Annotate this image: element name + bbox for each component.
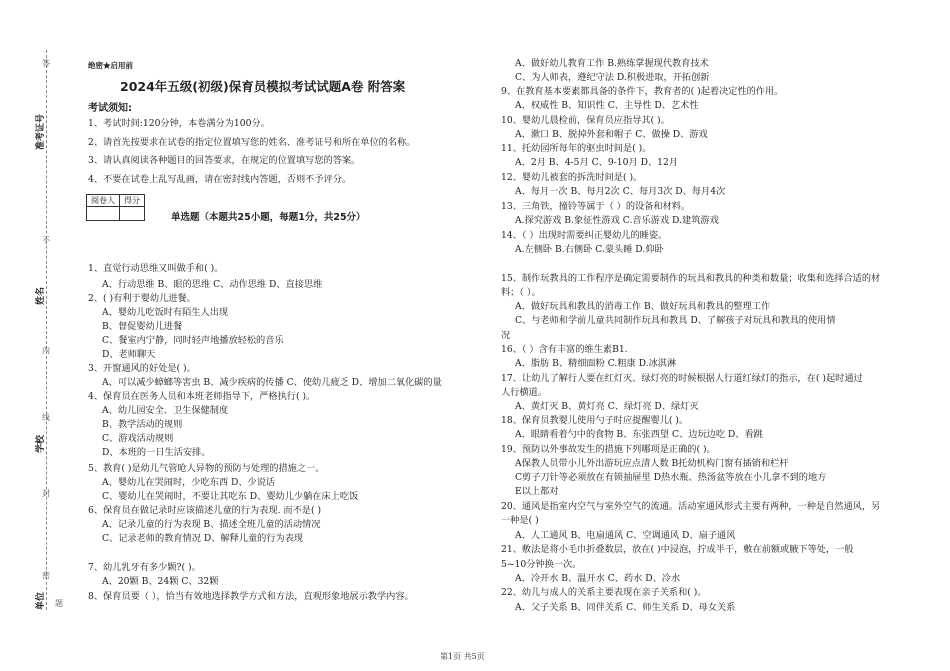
question-line: 5、教育( )是幼儿气管呛人异物的预防与处理的措施之一。 — [88, 463, 325, 474]
name-label: 姓名 — [36, 286, 46, 305]
question-line: A、做好幼儿教育工作 B.熟练掌握现代教育技术 — [515, 58, 709, 69]
school-label: 学校 — [36, 434, 46, 453]
question-line: A、行动思维 B、眼的思维 C、动作思维 D、直接思维 — [102, 279, 323, 290]
question-line: A、2月 B、4-5月 C、9-10月 D、12月 — [515, 157, 679, 168]
question-line: A、脂肪 B、精细面粉 C.粗康 D.冰淇淋 — [515, 358, 677, 369]
question-line: A.探究游戏 B.象征性游戏 C.音乐游戏 D.建筑游戏 — [515, 215, 719, 226]
seal-mark: 密 — [42, 571, 50, 580]
question-line: 14、（ ）出现时需要纠正婴幼儿的睡姿。 — [501, 230, 668, 241]
seal-mark: 封 — [42, 489, 50, 498]
unit-label: 单位 — [36, 591, 46, 610]
question-line: 18、保育员教婴儿使用勺子时应提醒婴儿( )。 — [501, 415, 689, 426]
note-item: 2、请首先按要求在试卷的指定位置填写您的姓名、准考证号和所在单位的名称。 — [88, 137, 416, 148]
question-line: A、20颗 B、24颗 C、32颗 — [102, 576, 219, 587]
question-line: 19、预防以外事故发生的措施下列哪项是正确的( )。 — [501, 444, 716, 455]
question-line: 1、直觉行动思维又叫做手和( )。 — [88, 263, 224, 274]
question-line: C、餐室内宁静，同时轻声地播放轻松的音乐 — [102, 335, 284, 346]
question-line: C剪子刀针等必须放在有锁抽屉里 D热水瓶、热汤盆等放在小儿拿不到的地方 — [515, 472, 827, 483]
score-header: 得分 — [120, 195, 145, 207]
question-line: A、人工通风 B、电扇通风 C、空调通风 D、扇子通风 — [515, 530, 736, 541]
section-heading: 单选题（本题共25小题，每题1分，共25分） — [171, 212, 366, 223]
question-line: A、幼儿园安全、卫生保健制度 — [102, 405, 229, 416]
question-line: 11、托幼园所每年的驱虫时间是( )。 — [501, 143, 652, 154]
seal-mark: 不 — [42, 236, 50, 245]
question-line: E以上都对 — [515, 486, 559, 497]
page-title: 2024年五级(初级)保育员模拟考试试题A卷 附答案 — [120, 79, 406, 94]
note-item: 4、不要在试卷上乱写乱画，请在密封线内答题，否则不予评分。 — [88, 174, 352, 185]
question-line: 况 — [501, 330, 511, 341]
question-line: A、父子关系 B、同伴关系 C、师生关系 D、母女关系 — [515, 602, 736, 613]
question-line: A、黄灯灭 B、黄灯亮 C、绿灯亮 D、绿灯灭 — [515, 401, 699, 412]
question-line: 17、让幼儿了解行人要在红灯灭、绿灯亮的时候根据人行道红绿灯的指示，在( )起时通过 — [501, 373, 863, 384]
question-line: A、婴幼儿吃饭时有陌生人出现 — [102, 307, 229, 318]
question-line: A.左侧卧 B.右侧卧 C.蒙头睡 D.仰卧 — [515, 244, 664, 255]
question-line: A、可以减少蟑螂等害虫 B、减少疾病的传播 C、使幼儿疲乏 D、增加二氧化碳的量 — [102, 377, 442, 388]
question-line: 10、婴幼儿晨检前，保育员应指导其( )。 — [501, 115, 670, 126]
reviewer-cell — [87, 207, 120, 221]
seal-mark: 内 — [42, 346, 50, 355]
seal-line — [46, 50, 47, 610]
exam-number-label: 准考证号 — [36, 113, 46, 150]
question-line: 15、制作玩教具的工作程序是确定需要制作的玩具和教具的种类和数量；收集和选择合适的材 — [501, 273, 881, 284]
seal-mark: 线 — [42, 413, 50, 422]
question-line: 9、在教育基本要素都具备的条件下，教育者的( )起着决定性的作用。 — [501, 86, 784, 97]
reviewer-header: 阅卷人 — [87, 195, 120, 207]
question-line: 21、敷法是将小毛巾折叠数层，放在( )中浸泡，拧成半干，敷在前额或腋下等处，一般 — [501, 544, 854, 555]
question-line: A、冷开水 B、温开水 C、药水 D、冷水 — [515, 573, 681, 584]
question-line: B、督促婴幼儿进餐 — [102, 321, 183, 332]
question-line: B、教学活动的规则 — [102, 419, 183, 430]
question-line: A、每月一次 B、每月2次 C、每月3次 D、每月4次 — [515, 186, 726, 197]
question-line: 料；（ ）。 — [501, 287, 541, 298]
question-line: 7、幼儿乳牙有多少颗?( )。 — [88, 562, 201, 573]
question-line: 16、（ ）含有丰富的维生素B1. — [501, 344, 628, 355]
secret-mark: 绝密★启用前 — [88, 61, 133, 70]
question-line: C、为人师表，遵纪守法 D.积极进取，开拓创新 — [515, 72, 710, 83]
question-line: A、记录儿童的行为表现 B、描述全班儿童的活动情况 — [102, 519, 321, 530]
question-line: 6、保育员在做记录时应该描述儿童的行为表现. 而不是( ) — [88, 505, 322, 516]
question-line: 人行横道。 — [501, 387, 547, 398]
note-item: 1、考试时间:120分钟，本卷满分为100分。 — [88, 118, 270, 129]
question-line: A、眼睛看着勺中的食物 B、东张西望 C、边玩边吃 D、看跳 — [515, 429, 763, 440]
note-item: 3、请认真阅读各种题目的回答要求，在规定的位置填写您的答案。 — [88, 155, 361, 166]
question-line: 8、保育员要（ ），恰当有效地选择教学方式和方法，直观形象地展示教学内容。 — [88, 591, 414, 602]
question-line: A、做好玩具和教具的消毒工作 B、做好玩具和教具的整理工作 — [515, 301, 771, 312]
question-line: 13、三角铁，撞铃等属于（ ）的设备和材料。 — [501, 201, 691, 212]
question-line: C、婴幼儿在哭闹时，不要让其吃东 D、婴幼儿少躺在床上吃饭 — [102, 491, 359, 502]
question-line: C、与老师和学前儿童共同制作玩具和教具 D、了解孩子对玩具和教具的使用情 — [515, 315, 836, 326]
question-line: 22、幼儿与成人的关系主要表现在亲子关系和( )。 — [501, 587, 707, 598]
seal-mark: 答 — [42, 59, 50, 68]
notes-heading: 考试须知: — [88, 103, 132, 114]
score-table — [86, 194, 145, 221]
question-line: A、权威性 B、知识性 C、主导性 D、艺术性 — [515, 100, 699, 111]
question-line: 20、通风是指室内空气与室外空气的流通。活动室通风形式主要有两种，一种是自然通风，另 — [501, 501, 881, 512]
page-footer: 第1页 共5页 — [440, 652, 485, 661]
score-cell — [120, 207, 145, 221]
question-line: 5~10分钟换一次。 — [501, 559, 582, 570]
question-line: 12、婴幼儿被套的拆洗时间是( )。 — [501, 172, 643, 183]
question-line: C、记录老师的教育情况 D、解释儿童的行为表现 — [102, 533, 304, 544]
question-line: 3、开窗通风的好处是( )。 — [88, 363, 196, 374]
question-line: 2、( )有利于婴幼儿进餐。 — [88, 293, 196, 304]
question-line: C、游戏活动规则 — [102, 433, 174, 444]
question-line: D、本班的一日生活安排。 — [102, 447, 211, 458]
seal-mark: 题 — [55, 599, 63, 608]
question-line: A保教人员带小儿外出游玩应点清人数 B托幼机构门窗有插销和栏杆 — [515, 458, 789, 469]
question-line: A、漱口 B、脱掉外套和帽子 C、做操 D、游戏 — [515, 129, 708, 140]
question-line: D、老师聊天 — [102, 349, 156, 360]
question-line: 4、保育员在医务人员和本班老师指导下，严格执行( )。 — [88, 391, 316, 402]
question-line: 一种是( ) — [501, 515, 539, 526]
question-line: A、婴幼儿在哭闹时，少吃东西 D、少说话 — [102, 477, 276, 488]
